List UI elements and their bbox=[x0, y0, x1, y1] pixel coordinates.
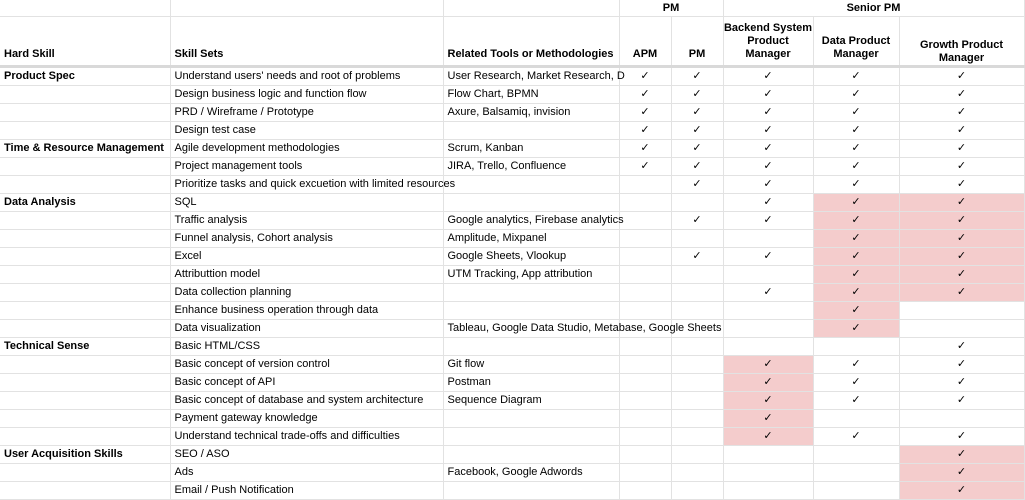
pm-check-cell[interactable]: ✓ bbox=[671, 104, 723, 122]
pm-check-cell[interactable] bbox=[671, 230, 723, 248]
tools-cell[interactable]: Git flow bbox=[443, 356, 619, 374]
tools-cell[interactable]: Axure, Balsamiq, invision bbox=[443, 104, 619, 122]
tools-cell[interactable] bbox=[443, 302, 619, 320]
category-cell[interactable] bbox=[0, 284, 170, 302]
skill-cell[interactable]: Payment gateway knowledge bbox=[170, 410, 443, 428]
apm-check-cell[interactable]: ✓ bbox=[619, 122, 671, 140]
skill-cell[interactable]: Traffic analysis bbox=[170, 212, 443, 230]
data-check-cell[interactable]: ✓ bbox=[813, 320, 899, 338]
data-check-cell[interactable] bbox=[813, 338, 899, 356]
tools-cell[interactable]: Flow Chart, BPMN bbox=[443, 86, 619, 104]
category-cell[interactable]: Time & Resource Management bbox=[0, 140, 170, 158]
pm-check-cell[interactable] bbox=[671, 374, 723, 392]
category-cell[interactable] bbox=[0, 248, 170, 266]
backend-check-cell[interactable]: ✓ bbox=[723, 86, 813, 104]
skill-cell[interactable]: Email / Push Notification bbox=[170, 482, 443, 500]
tools-cell[interactable] bbox=[443, 482, 619, 500]
apm-check-cell[interactable]: ✓ bbox=[619, 140, 671, 158]
data-check-cell[interactable]: ✓ bbox=[813, 122, 899, 140]
skill-cell[interactable]: PRD / Wireframe / Prototype bbox=[170, 104, 443, 122]
table-row bbox=[0, 248, 1024, 266]
pm-check-cell[interactable] bbox=[671, 428, 723, 446]
growth-check-cell[interactable]: ✓ bbox=[899, 482, 1024, 500]
table-row bbox=[0, 446, 1024, 464]
tools-cell[interactable]: Postman bbox=[443, 374, 619, 392]
data-check-cell[interactable]: ✓ bbox=[813, 212, 899, 230]
growth-check-cell[interactable]: ✓ bbox=[899, 248, 1024, 266]
backend-check-cell[interactable]: ✓ bbox=[723, 374, 813, 392]
category-cell[interactable] bbox=[0, 374, 170, 392]
apm-check-cell[interactable] bbox=[619, 464, 671, 482]
apm-check-cell[interactable] bbox=[619, 446, 671, 464]
data-check-cell[interactable] bbox=[813, 446, 899, 464]
group-header-pm[interactable]: PM bbox=[619, 0, 723, 17]
category-cell[interactable] bbox=[0, 320, 170, 338]
table-row bbox=[0, 464, 1024, 482]
apm-check-cell[interactable] bbox=[619, 248, 671, 266]
pm-check-cell[interactable] bbox=[671, 338, 723, 356]
tools-cell[interactable]: Facebook, Google Adwords bbox=[443, 464, 619, 482]
category-cell[interactable] bbox=[0, 392, 170, 410]
growth-check-cell[interactable] bbox=[899, 320, 1024, 338]
skill-cell[interactable]: Data visualization bbox=[170, 320, 443, 338]
tools-cell[interactable] bbox=[443, 446, 619, 464]
column-header-hard-skill[interactable]: Hard Skill bbox=[0, 17, 170, 67]
growth-check-cell[interactable]: ✓ bbox=[899, 122, 1024, 140]
pm-check-cell[interactable] bbox=[671, 356, 723, 374]
backend-check-cell[interactable]: ✓ bbox=[723, 67, 813, 86]
data-check-cell[interactable]: ✓ bbox=[813, 266, 899, 284]
skill-cell[interactable]: SQL bbox=[170, 194, 443, 212]
category-cell[interactable]: Data Analysis bbox=[0, 194, 170, 212]
pm-check-cell[interactable]: ✓ bbox=[671, 212, 723, 230]
header-column-row bbox=[0, 17, 1024, 67]
growth-check-cell[interactable]: ✓ bbox=[899, 158, 1024, 176]
apm-check-cell[interactable] bbox=[619, 392, 671, 410]
growth-check-cell[interactable]: ✓ bbox=[899, 356, 1024, 374]
pm-check-cell[interactable]: ✓ bbox=[671, 158, 723, 176]
growth-check-cell[interactable]: ✓ bbox=[899, 230, 1024, 248]
data-check-cell[interactable] bbox=[813, 410, 899, 428]
backend-check-cell[interactable]: ✓ bbox=[723, 176, 813, 194]
pm-check-cell[interactable]: ✓ bbox=[671, 176, 723, 194]
data-check-cell[interactable] bbox=[813, 464, 899, 482]
table-row bbox=[0, 482, 1024, 500]
table-row bbox=[0, 428, 1024, 446]
category-cell[interactable] bbox=[0, 464, 170, 482]
growth-check-cell[interactable]: ✓ bbox=[899, 266, 1024, 284]
data-check-cell[interactable]: ✓ bbox=[813, 302, 899, 320]
skill-cell[interactable]: Funnel analysis, Cohort analysis bbox=[170, 230, 443, 248]
apm-check-cell[interactable] bbox=[619, 194, 671, 212]
column-header-apm[interactable]: APM bbox=[619, 17, 671, 67]
table-row bbox=[0, 104, 1024, 122]
tools-cell[interactable]: Scrum, Kanban bbox=[443, 140, 619, 158]
growth-check-cell[interactable]: ✓ bbox=[899, 464, 1024, 482]
apm-check-cell[interactable] bbox=[619, 302, 671, 320]
skill-cell[interactable]: Design test case bbox=[170, 122, 443, 140]
apm-check-cell[interactable] bbox=[619, 410, 671, 428]
backend-check-cell[interactable]: ✓ bbox=[723, 248, 813, 266]
skill-cell[interactable]: Understand technical trade-offs and difficulties bbox=[170, 428, 443, 446]
backend-check-cell[interactable]: ✓ bbox=[723, 122, 813, 140]
backend-check-cell[interactable] bbox=[723, 320, 813, 338]
backend-check-cell[interactable] bbox=[723, 302, 813, 320]
table-row bbox=[0, 338, 1024, 356]
category-cell[interactable] bbox=[0, 356, 170, 374]
pm-check-cell[interactable] bbox=[671, 464, 723, 482]
table-row bbox=[0, 302, 1024, 320]
growth-check-cell[interactable]: ✓ bbox=[899, 338, 1024, 356]
backend-check-cell[interactable] bbox=[723, 464, 813, 482]
backend-check-cell[interactable]: ✓ bbox=[723, 104, 813, 122]
tools-cell[interactable] bbox=[443, 284, 619, 302]
growth-check-cell[interactable]: ✓ bbox=[899, 176, 1024, 194]
group-header-senior-pm[interactable]: Senior PM bbox=[723, 0, 1024, 17]
backend-check-cell[interactable] bbox=[723, 338, 813, 356]
tools-cell[interactable]: Tableau, Google Data Studio, Metabase, Google Sheets bbox=[443, 320, 619, 338]
data-check-cell[interactable]: ✓ bbox=[813, 392, 899, 410]
growth-check-cell[interactable]: ✓ bbox=[899, 212, 1024, 230]
data-check-cell[interactable]: ✓ bbox=[813, 176, 899, 194]
table-row bbox=[0, 284, 1024, 302]
apm-check-cell[interactable]: ✓ bbox=[619, 67, 671, 86]
pm-check-cell[interactable]: ✓ bbox=[671, 140, 723, 158]
backend-check-cell[interactable]: ✓ bbox=[723, 158, 813, 176]
skill-cell[interactable]: Attributtion model bbox=[170, 266, 443, 284]
table-row bbox=[0, 410, 1024, 428]
column-header-tools[interactable]: Related Tools or Methodologies bbox=[443, 17, 619, 67]
category-cell[interactable] bbox=[0, 104, 170, 122]
backend-check-cell[interactable]: ✓ bbox=[723, 392, 813, 410]
apm-check-cell[interactable] bbox=[619, 212, 671, 230]
pm-check-cell[interactable]: ✓ bbox=[671, 248, 723, 266]
skill-cell[interactable]: Basic concept of API bbox=[170, 374, 443, 392]
growth-check-cell[interactable]: ✓ bbox=[899, 194, 1024, 212]
data-check-cell[interactable]: ✓ bbox=[813, 356, 899, 374]
data-check-cell[interactable]: ✓ bbox=[813, 158, 899, 176]
backend-check-cell[interactable] bbox=[723, 446, 813, 464]
growth-check-cell[interactable]: ✓ bbox=[899, 446, 1024, 464]
column-header-data-pm[interactable]: Data Product Manager bbox=[813, 17, 899, 67]
skill-cell[interactable]: Understand users' needs and root of problems bbox=[170, 67, 443, 86]
table-row bbox=[0, 356, 1024, 374]
table-row bbox=[0, 194, 1024, 212]
growth-check-cell[interactable]: ✓ bbox=[899, 140, 1024, 158]
cell[interactable] bbox=[0, 0, 170, 17]
apm-check-cell[interactable]: ✓ bbox=[619, 86, 671, 104]
category-cell[interactable] bbox=[0, 176, 170, 194]
backend-check-cell[interactable] bbox=[723, 482, 813, 500]
growth-check-cell[interactable]: ✓ bbox=[899, 428, 1024, 446]
cell[interactable] bbox=[170, 0, 443, 17]
data-check-cell[interactable] bbox=[813, 482, 899, 500]
apm-check-cell[interactable]: ✓ bbox=[619, 158, 671, 176]
table-row bbox=[0, 266, 1024, 284]
pm-check-cell[interactable]: ✓ bbox=[671, 122, 723, 140]
pm-check-cell[interactable] bbox=[671, 446, 723, 464]
growth-check-cell[interactable] bbox=[899, 302, 1024, 320]
category-cell[interactable] bbox=[0, 212, 170, 230]
backend-check-cell[interactable]: ✓ bbox=[723, 410, 813, 428]
column-header-skill-sets[interactable]: Skill Sets bbox=[170, 17, 443, 67]
apm-check-cell[interactable] bbox=[619, 230, 671, 248]
tools-cell[interactable]: User Research, Market Research, D bbox=[443, 67, 619, 86]
growth-check-cell[interactable]: ✓ bbox=[899, 67, 1024, 86]
category-cell[interactable] bbox=[0, 428, 170, 446]
data-check-cell[interactable]: ✓ bbox=[813, 284, 899, 302]
backend-check-cell[interactable] bbox=[723, 266, 813, 284]
table-row bbox=[0, 392, 1024, 410]
pm-check-cell[interactable] bbox=[671, 302, 723, 320]
tools-cell[interactable]: Google Sheets, Vlookup bbox=[443, 248, 619, 266]
tools-cell[interactable]: UTM Tracking, App attribution bbox=[443, 266, 619, 284]
data-check-cell[interactable]: ✓ bbox=[813, 374, 899, 392]
tools-cell[interactable] bbox=[443, 338, 619, 356]
skill-cell[interactable]: Design business logic and function flow bbox=[170, 86, 443, 104]
pm-check-cell[interactable]: ✓ bbox=[671, 67, 723, 86]
tools-cell[interactable] bbox=[443, 122, 619, 140]
category-cell[interactable]: Technical Sense bbox=[0, 338, 170, 356]
growth-check-cell[interactable]: ✓ bbox=[899, 374, 1024, 392]
category-cell[interactable] bbox=[0, 230, 170, 248]
skill-cell[interactable]: Ads bbox=[170, 464, 443, 482]
growth-check-cell[interactable]: ✓ bbox=[899, 104, 1024, 122]
growth-check-cell[interactable]: ✓ bbox=[899, 284, 1024, 302]
category-cell[interactable] bbox=[0, 158, 170, 176]
skill-cell[interactable]: SEO / ASO bbox=[170, 446, 443, 464]
skill-cell[interactable]: Basic concept of version control bbox=[170, 356, 443, 374]
apm-check-cell[interactable] bbox=[619, 266, 671, 284]
table-row bbox=[0, 86, 1024, 104]
table-row bbox=[0, 122, 1024, 140]
tools-cell[interactable]: Google analytics, Firebase analytics bbox=[443, 212, 619, 230]
table-row bbox=[0, 176, 1024, 194]
apm-check-cell[interactable] bbox=[619, 176, 671, 194]
category-cell[interactable] bbox=[0, 86, 170, 104]
tools-cell[interactable]: Sequence Diagram bbox=[443, 392, 619, 410]
apm-check-cell[interactable] bbox=[619, 374, 671, 392]
tools-cell[interactable] bbox=[443, 176, 619, 194]
backend-check-cell[interactable]: ✓ bbox=[723, 284, 813, 302]
data-check-cell[interactable]: ✓ bbox=[813, 428, 899, 446]
table-row bbox=[0, 140, 1024, 158]
backend-check-cell[interactable] bbox=[723, 230, 813, 248]
skill-cell[interactable]: Prioritize tasks and quick excuetion with limited resources bbox=[170, 176, 443, 194]
skill-cell[interactable]: Agile development methodologies bbox=[170, 140, 443, 158]
category-cell[interactable]: User Acquisition Skills bbox=[0, 446, 170, 464]
category-cell[interactable] bbox=[0, 302, 170, 320]
skill-cell[interactable]: Basic HTML/CSS bbox=[170, 338, 443, 356]
tools-cell[interactable]: JIRA, Trello, Confluence bbox=[443, 158, 619, 176]
pm-check-cell[interactable]: ✓ bbox=[671, 86, 723, 104]
skill-cell[interactable]: Basic concept of database and system architecture bbox=[170, 392, 443, 410]
category-cell[interactable] bbox=[0, 482, 170, 500]
growth-check-cell[interactable] bbox=[899, 410, 1024, 428]
apm-check-cell[interactable] bbox=[619, 356, 671, 374]
table-row bbox=[0, 230, 1024, 248]
growth-check-cell[interactable]: ✓ bbox=[899, 392, 1024, 410]
apm-check-cell[interactable] bbox=[619, 284, 671, 302]
pm-check-cell[interactable] bbox=[671, 410, 723, 428]
backend-check-cell[interactable]: ✓ bbox=[723, 194, 813, 212]
pm-check-cell[interactable] bbox=[671, 266, 723, 284]
table-row bbox=[0, 320, 1024, 338]
backend-check-cell[interactable]: ✓ bbox=[723, 212, 813, 230]
backend-check-cell[interactable]: ✓ bbox=[723, 356, 813, 374]
data-check-cell[interactable]: ✓ bbox=[813, 104, 899, 122]
tools-cell[interactable] bbox=[443, 428, 619, 446]
data-check-cell[interactable]: ✓ bbox=[813, 140, 899, 158]
column-header-pm[interactable]: PM bbox=[671, 17, 723, 67]
skill-cell[interactable]: Excel bbox=[170, 248, 443, 266]
category-cell[interactable]: Product Spec bbox=[0, 67, 170, 86]
cell[interactable] bbox=[443, 0, 619, 17]
backend-check-cell[interactable]: ✓ bbox=[723, 140, 813, 158]
apm-check-cell[interactable] bbox=[619, 338, 671, 356]
skill-cell[interactable]: Project management tools bbox=[170, 158, 443, 176]
pm-check-cell[interactable] bbox=[671, 284, 723, 302]
pm-check-cell[interactable] bbox=[671, 482, 723, 500]
pm-check-cell[interactable] bbox=[671, 194, 723, 212]
pm-check-cell[interactable] bbox=[671, 392, 723, 410]
table-row bbox=[0, 67, 1024, 86]
growth-check-cell[interactable]: ✓ bbox=[899, 86, 1024, 104]
header-group-row bbox=[0, 0, 1024, 17]
table-row bbox=[0, 374, 1024, 392]
apm-check-cell[interactable] bbox=[619, 428, 671, 446]
data-check-cell[interactable]: ✓ bbox=[813, 194, 899, 212]
category-cell[interactable] bbox=[0, 410, 170, 428]
skill-cell[interactable]: Data collection planning bbox=[170, 284, 443, 302]
data-check-cell[interactable]: ✓ bbox=[813, 230, 899, 248]
data-check-cell[interactable]: ✓ bbox=[813, 67, 899, 86]
apm-check-cell[interactable] bbox=[619, 482, 671, 500]
table-row bbox=[0, 158, 1024, 176]
apm-check-cell[interactable]: ✓ bbox=[619, 104, 671, 122]
backend-check-cell[interactable]: ✓ bbox=[723, 428, 813, 446]
tools-cell[interactable] bbox=[443, 194, 619, 212]
data-check-cell[interactable]: ✓ bbox=[813, 86, 899, 104]
skill-cell[interactable]: Enhance business operation through data bbox=[170, 302, 443, 320]
category-cell[interactable] bbox=[0, 122, 170, 140]
table-row bbox=[0, 212, 1024, 230]
category-cell[interactable] bbox=[0, 266, 170, 284]
column-header-growth-pm[interactable]: Growth Product Manager bbox=[899, 17, 1024, 67]
column-header-backend-spm[interactable]: Backend System Product Manager bbox=[723, 17, 813, 67]
data-check-cell[interactable]: ✓ bbox=[813, 248, 899, 266]
tools-cell[interactable]: Amplitude, Mixpanel bbox=[443, 230, 619, 248]
tools-cell[interactable] bbox=[443, 410, 619, 428]
